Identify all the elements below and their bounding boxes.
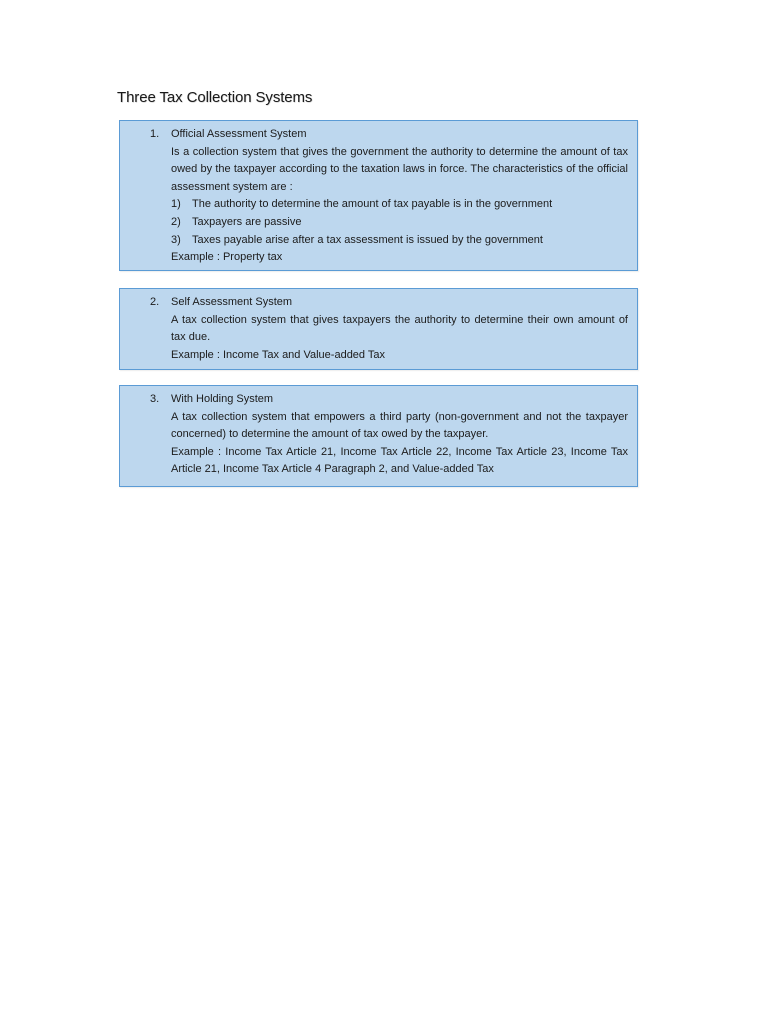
system-body (171, 144, 628, 267)
characteristic-item (171, 232, 628, 250)
system-number: 3. (150, 393, 160, 405)
characteristic-item (171, 214, 628, 232)
characteristic-item (171, 196, 628, 214)
system-number: 1. (150, 128, 160, 140)
system-heading-row (150, 391, 273, 409)
characteristic-text: Taxpayers are passive (192, 215, 302, 228)
page-title: Three Tax Collection Systems (117, 89, 313, 106)
system-description: Is a collection system that gives the government the authority to determine the amount of tax owed by the taxpayer according to the taxation laws in force. The characteristics of the official assessment system are : (171, 145, 628, 193)
characteristic-text: The authority to determine the amount of tax payable is in the government (192, 198, 553, 211)
characteristic-number: 2) (171, 215, 181, 228)
system-body (171, 409, 628, 479)
system-heading-row (150, 126, 307, 144)
system-example: Example : Income Tax Article 21, Income Tax Article 22, Income Tax Article 23, Income Tax Article 21, Income Tax Article 4 Paragraph 2, and Value-added Tax (171, 445, 628, 476)
characteristic-number: 3) (171, 233, 181, 246)
system-box-official-assessment (119, 120, 638, 271)
system-example: Example : Property tax (171, 251, 283, 264)
system-heading: Official Assessment System (171, 128, 307, 140)
system-heading-row (150, 294, 292, 312)
system-heading: With Holding System (171, 393, 274, 405)
system-example: Example : Income Tax and Value-added Tax (171, 348, 386, 361)
system-heading: Self Assessment System (171, 296, 293, 308)
system-description: A tax collection system that gives taxpayers the authority to determine their own amount of tax due. (171, 313, 628, 344)
system-box-withholding (119, 385, 638, 487)
characteristic-text: Taxes payable arise after a tax assessment is issued by the government (192, 233, 543, 246)
characteristics-list (171, 196, 628, 249)
characteristic-number: 1) (171, 198, 181, 211)
system-number: 2. (150, 296, 160, 308)
system-body (171, 312, 628, 365)
system-box-self-assessment (119, 288, 638, 370)
system-description: A tax collection system that empowers a third party (non-government and not the taxpayer concerned) to determine the amount of tax owed by the taxpayer. (171, 410, 628, 441)
